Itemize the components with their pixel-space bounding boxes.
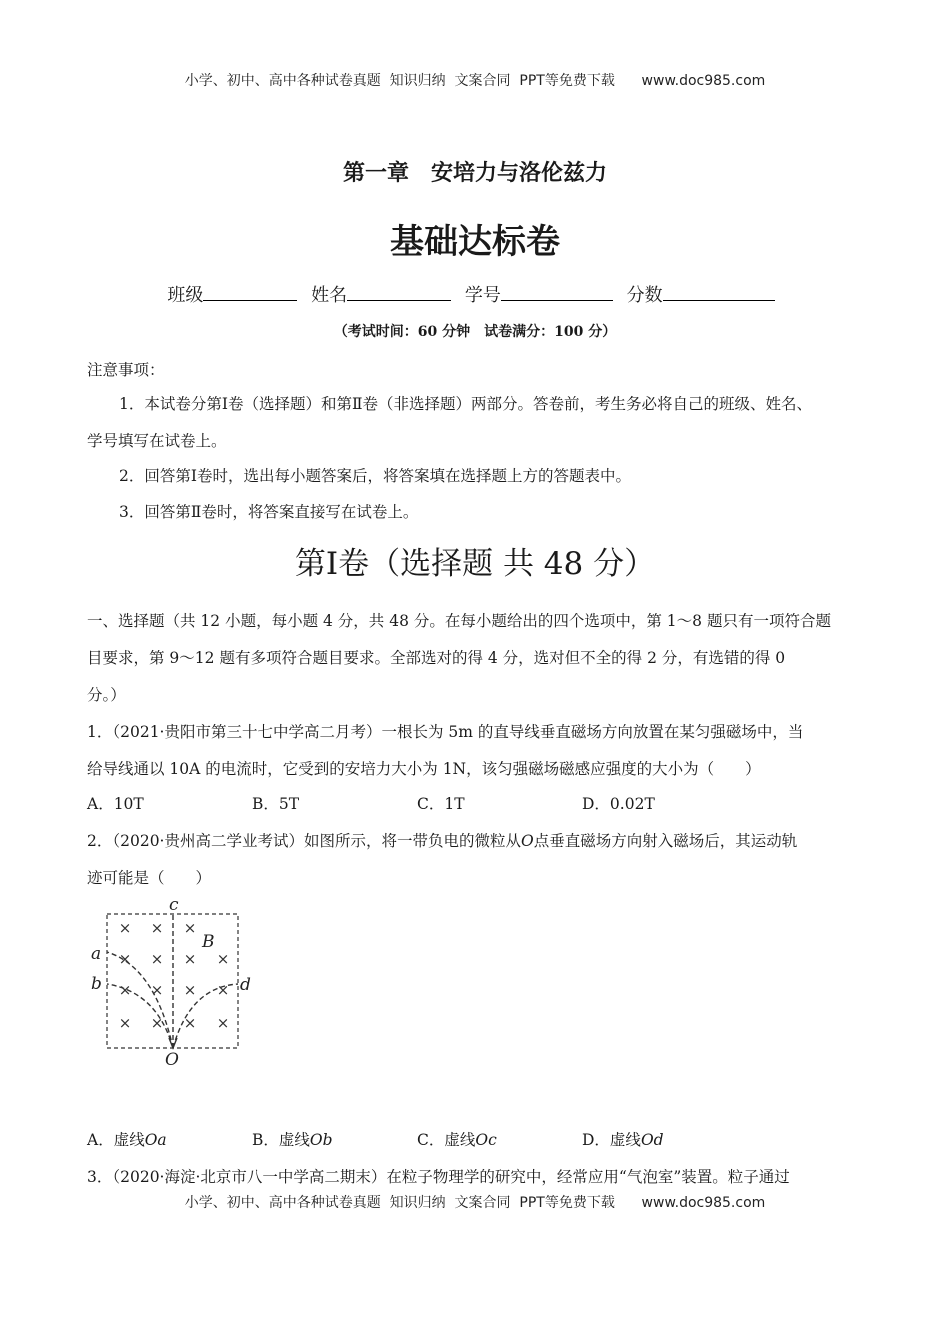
field-cross: × <box>216 981 230 999</box>
q1-option-a[interactable]: A．10T <box>87 795 144 813</box>
page-footer <box>0 1192 950 1212</box>
q2-option-c[interactable] <box>417 1128 497 1150</box>
footer-text: 小学、初中、高中各种试卷真题 知识归纳 文案合同 PPT等免费下载 <box>184 1195 615 1211</box>
field-cross: × <box>183 981 197 999</box>
q2-option-d-prefix: D．虚线 <box>582 1131 641 1149</box>
field-cross: × <box>150 1014 164 1032</box>
notice-item-1-cont: 学号填写在试卷上。 <box>87 432 227 450</box>
notice-item-2: 2．回答第Ⅰ卷时，选出每小题答案后，将答案填在选择题上方的答题表中。 <box>119 467 631 485</box>
q2-option-c-prefix: C．虚线 <box>417 1131 476 1149</box>
field-cross: × <box>216 1014 230 1032</box>
id-blank[interactable] <box>501 282 613 301</box>
instructions-line-2: 目要求，第 9～12 题有多项符合题目要求。全部选对的得 4 分，选对但不全的得 2 分，有选错的得 0 <box>87 649 786 667</box>
field-cross: × <box>183 1014 197 1032</box>
q2-line-1 <box>87 829 797 851</box>
field-cross: × <box>183 919 197 937</box>
field-cross: × <box>118 919 132 937</box>
field-cross: × <box>118 950 132 968</box>
field-cross: × <box>150 919 164 937</box>
q1-line-1: 1．（2021·贵阳市第三十七中学高二月考）一根长为 5m 的直导线垂直磁场方向放置在某匀强磁场中，当 <box>87 723 804 741</box>
field-cross: × <box>216 950 230 968</box>
footer-site: www.doc985.com <box>641 1195 766 1211</box>
q2-option-b[interactable] <box>252 1128 333 1150</box>
q2-option-c-symbol: Oc <box>475 1131 497 1149</box>
header-site: www.doc985.com <box>641 73 766 89</box>
exam-info: （考试时间：60 分钟 试卷满分：100 分） <box>333 324 617 340</box>
page-header <box>0 70 950 90</box>
q1-option-d[interactable]: D．0.02T <box>582 795 655 813</box>
score-blank[interactable] <box>663 282 775 301</box>
paper-title: 基础达标卷 <box>390 222 560 262</box>
class-label: 班级 <box>167 285 204 306</box>
q2-option-b-prefix: B．虚线 <box>252 1131 310 1149</box>
instructions-line-3: 分。） <box>87 686 126 704</box>
chapter-title: 第一章 安培力与洛伦兹力 <box>342 161 607 186</box>
label-a: a <box>91 944 102 964</box>
notice-item-1: 1．本试卷分第Ⅰ卷（选择题）和第Ⅱ卷（非选择题）两部分。答卷前，考生务必将自己的班级、姓名、 <box>119 395 813 413</box>
field-cross: × <box>183 950 197 968</box>
field-cross: × <box>118 981 132 999</box>
q1-option-b[interactable]: B．5T <box>252 795 300 813</box>
notice-heading: 注意事项： <box>87 361 165 379</box>
label-d: d <box>240 975 251 995</box>
score-label: 分数 <box>626 285 663 306</box>
q2-line-1-pre: 2．（2020·贵州高二学业考试）如图所示，将一带负电的微粒从 <box>87 832 521 850</box>
notice-item-3: 3．回答第Ⅱ卷时，将答案直接写在试卷上。 <box>119 503 419 521</box>
label-b: b <box>91 974 102 994</box>
label-O: O <box>165 1050 179 1070</box>
label-c: c <box>169 895 179 915</box>
magnetic-field-figure <box>85 892 260 1070</box>
q2-option-a-symbol: Oa <box>144 1131 167 1149</box>
q3-line-1: 3．（2020·海淀·北京市八一中学高二期末）在粒子物理学的研究中，经常应用“气泡室”装置。粒子通过 <box>87 1168 790 1186</box>
field-cross: × <box>150 950 164 968</box>
q2-option-b-symbol: Ob <box>309 1131 333 1149</box>
q2-option-a-prefix: A．虚线 <box>87 1131 145 1149</box>
student-info <box>0 281 950 307</box>
field-cross: × <box>150 981 164 999</box>
instructions-line-1: 一、选择题（共 12 小题，每小题 4 分，共 48 分。在每小题给出的四个选项中，第 1～8 题只有一项符合题 <box>87 612 831 630</box>
q2-option-a[interactable] <box>87 1128 167 1150</box>
q1-line-2: 给导线通以 10A 的电流时，它受到的安培力大小为 1N，该匀强磁场磁感应强度的大小为（ ） <box>87 760 761 778</box>
q2-o-symbol: O <box>521 832 534 850</box>
label-B: B <box>202 932 215 952</box>
field-cross: × <box>118 1014 132 1032</box>
q2-line-1-post: 点垂直磁场方向射入磁场后，其运动轨 <box>533 832 798 850</box>
class-blank[interactable] <box>203 282 297 301</box>
name-blank[interactable] <box>347 282 451 301</box>
header-text: 小学、初中、高中各种试卷真题 知识归纳 文案合同 PPT等免费下载 <box>184 73 615 89</box>
id-label: 学号 <box>464 285 501 306</box>
q2-option-d[interactable] <box>582 1128 664 1150</box>
q2-line-2: 迹可能是（ ） <box>87 869 212 887</box>
q1-option-c[interactable]: C．1T <box>417 795 465 813</box>
q2-option-d-symbol: Od <box>640 1131 664 1149</box>
name-label: 姓名 <box>311 285 348 306</box>
section-title: 第Ⅰ卷（选择题 共 48 分） <box>294 546 656 582</box>
